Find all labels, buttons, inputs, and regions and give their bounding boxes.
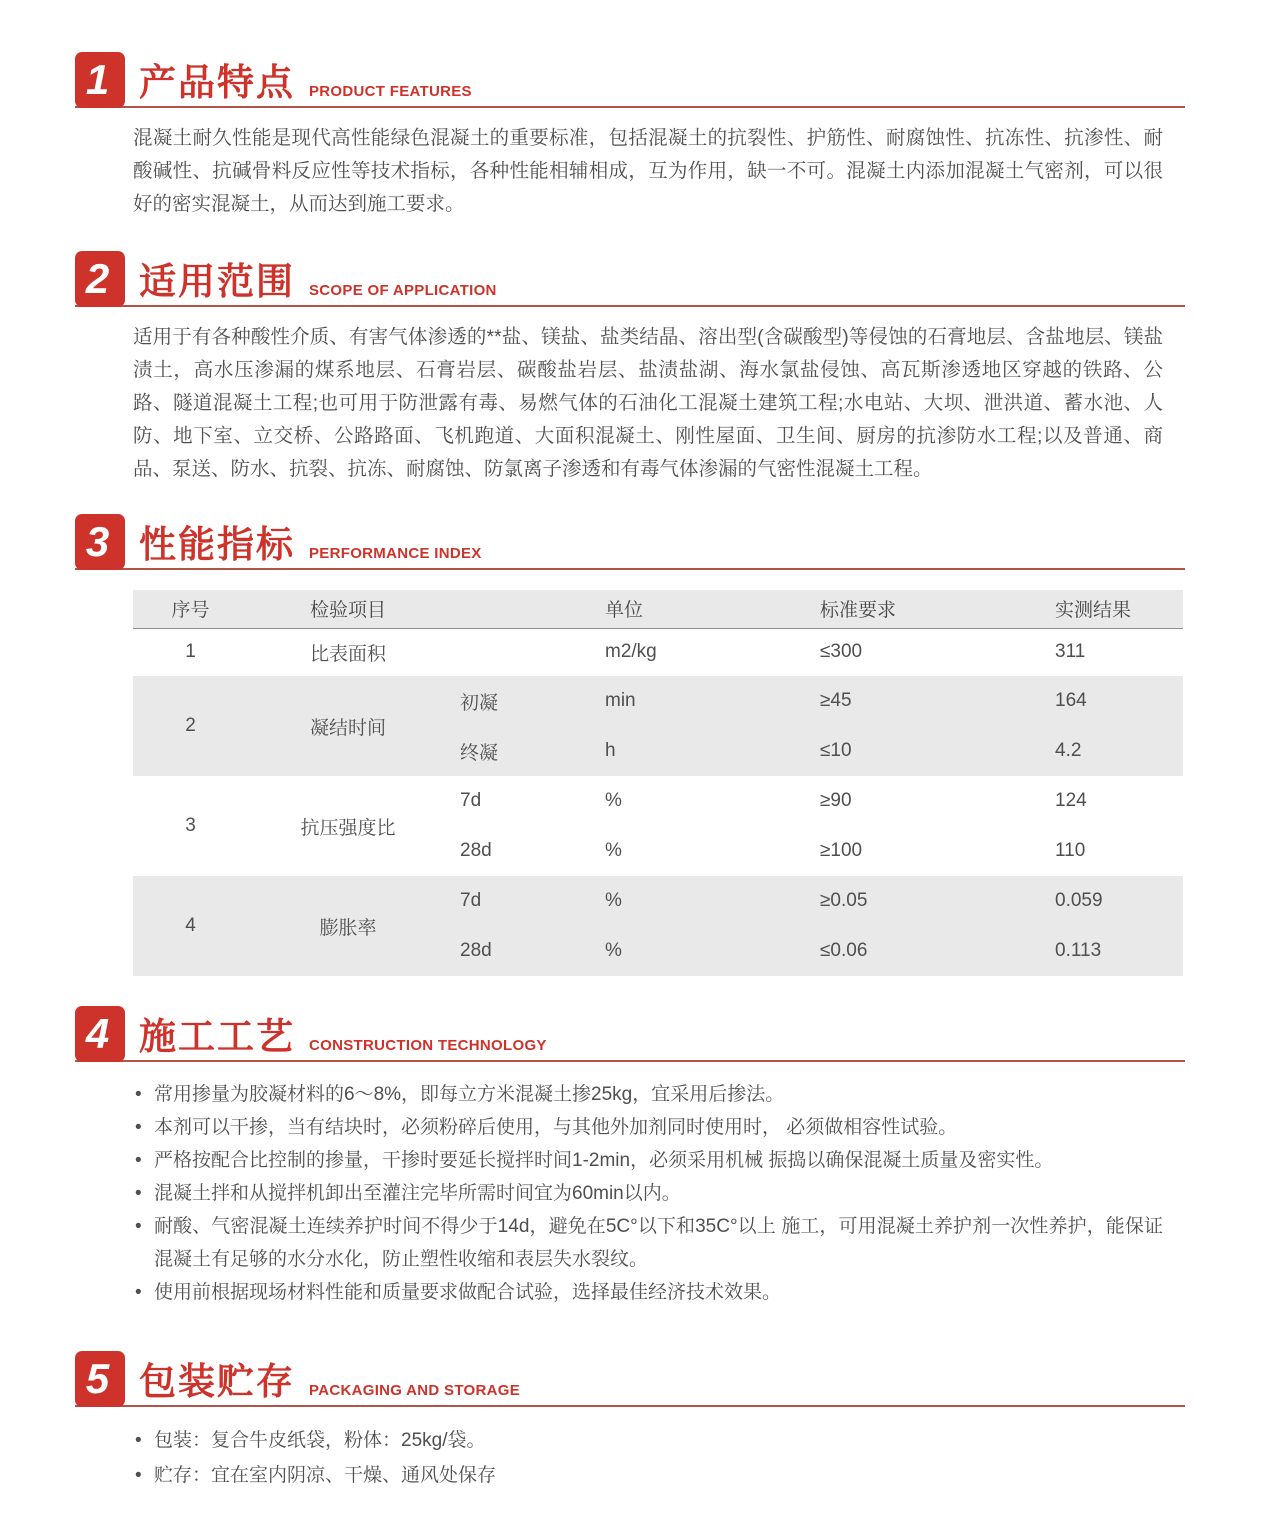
section-scope-of-application (75, 251, 1185, 486)
section-title: 施工工艺 (139, 1016, 295, 1057)
list-item: • 本剂可以干掺，当有结块时，必须粉碎后使用，与其他外加剂同时使用时， 必须做相容性试验。 (133, 1111, 1163, 1144)
section-subtitle: PERFORMANCE INDEX (309, 545, 482, 562)
header-spacer (448, 590, 593, 628)
section-title: 产品特点 (139, 62, 295, 103)
list-item: • 耐酸、气密混凝土连续养护时间不得少于14d，避免在5C°以下和35C°以上 施工，可用混凝土养护剂一次性养护，能保证混凝土有足够的水分水化，防止塑性收缩和表层失水裂纹。 (133, 1210, 1163, 1276)
header-item: 检验项目 (248, 590, 448, 628)
cell-unit: % (605, 840, 622, 861)
section-subtitle: PACKAGING AND STORAGE (309, 1382, 521, 1399)
section-number-badge (75, 514, 125, 570)
section-subtitle: SCOPE OF APPLICATION (309, 282, 497, 299)
section-header-scope (75, 251, 1185, 307)
cell-item: 膨胀率 (248, 876, 448, 976)
cell-no: 2 (133, 676, 248, 776)
cell-sub: 7d (460, 790, 482, 811)
construction-bullet-list (133, 1078, 1163, 1309)
cell-unit: m2/kg (605, 641, 657, 663)
cell-item: 凝结时间 (248, 676, 448, 776)
cell-result: 4.2 (1043, 726, 1183, 776)
section-number: 5 (85, 1355, 110, 1402)
cell-std: ≥100 (820, 840, 863, 861)
cell-result: 0.113 (1043, 926, 1183, 976)
cell-no: 3 (185, 815, 196, 836)
section-number: 3 (85, 518, 110, 565)
cell-sub: 28d (460, 840, 492, 861)
section-header-construction (75, 1006, 1185, 1062)
section-number-badge (75, 52, 125, 108)
table-row (133, 628, 1183, 676)
table-row (133, 776, 1183, 826)
cell-std: ≥45 (808, 676, 1043, 726)
section-number-badge (75, 1351, 125, 1407)
section-title: 包装贮存 (139, 1361, 295, 1402)
cell-result: 0.059 (1043, 876, 1183, 926)
scope-paragraph: 适用于有各种酸性介质、有害气体渗透的**盐、镁盐、盐类结晶、溶出型(含碳酸型)等侵蚀的石膏地层、含盐地层、镁盐渍土，高水压渗漏的煤系地层、石膏岩层、碳酸盐岩层、盐渍盐湖、海水氯盐侵蚀、高瓦斯渗透地区穿越的铁路、公路、隧道混凝土工程;也可用于防泄露有毒、易燃气体的石油化工混凝土建筑工程;水电站、大坝、泄洪道、蓄水池、人防、地下室、立交桥、公路路面、飞机跑道、大面积混凝土、刚性屋面、卫生间、厨房的抗渗防水工程;以及普通、商品、泵送、防水、抗裂、抗冻、耐腐蚀、防氯离子渗透和有毒气体渗漏的气密性混凝土工程。 (133, 326, 1163, 480)
cell-no: 1 (185, 641, 196, 663)
list-item: • 包装：复合牛皮纸袋，粉体：25kg/袋。 (133, 1423, 1163, 1458)
table-row (133, 676, 1183, 726)
section-subtitle: PRODUCT FEATURES (309, 83, 472, 100)
cell-unit: h (593, 726, 808, 776)
cell-unit: % (593, 876, 808, 926)
section-header-packaging (75, 1351, 1185, 1407)
table-header-row (133, 590, 1183, 628)
section-header-performance (75, 514, 1185, 570)
features-paragraph: 混凝土耐久性能是现代高性能绿色混凝土的重要标准，包括混凝土的抗裂性、护筋性、耐腐蚀性、抗冻性、抗渗性、耐酸碱性、抗碱骨料反应性等技术指标，各种性能相辅相成，互为作用，缺一不可。混凝土内添加混凝土气密剂，可以很好的密实混凝土，从而达到施工要求。 (133, 127, 1163, 215)
cell-sub: 初凝 (448, 676, 593, 726)
list-item: • 混凝土拌和从搅拌机卸出至灌注完毕所需时间宜为60min以内。 (133, 1177, 1163, 1210)
cell-no: 4 (133, 876, 248, 976)
section-packaging-and-storage (75, 1351, 1185, 1493)
packaging-bullet-list (133, 1423, 1163, 1493)
section-subtitle: CONSTRUCTION TECHNOLOGY (309, 1037, 547, 1054)
section-title: 性能指标 (139, 524, 295, 565)
cell-sub: 终凝 (448, 726, 593, 776)
section-product-features (75, 52, 1185, 221)
section-performance-index (75, 514, 1185, 976)
section-header-features (75, 52, 1185, 108)
cell-sub: 7d (448, 876, 593, 926)
section-number-badge (75, 1006, 125, 1062)
section-number-badge (75, 251, 125, 307)
header-std: 标准要求 (808, 590, 1043, 628)
section-title: 适用范围 (139, 261, 295, 302)
cell-unit: % (605, 790, 622, 811)
header-unit: 单位 (593, 590, 808, 628)
list-item: • 严格按配合比控制的掺量，干掺时要延长搅拌时间1-2min，必须采用机械 振捣以确保混凝土质量及密实性。 (133, 1144, 1163, 1177)
cell-result: 311 (1055, 641, 1086, 663)
cell-unit: min (593, 676, 808, 726)
list-item: • 贮存：宜在室内阴凉、干燥、通风处保存 (133, 1458, 1163, 1493)
cell-result: 124 (1055, 790, 1087, 811)
header-result: 实测结果 (1043, 590, 1183, 628)
section-number: 4 (85, 1010, 110, 1057)
cell-std: ≤10 (808, 726, 1043, 776)
cell-item: 抗压强度比 (300, 817, 396, 839)
section-number: 2 (85, 255, 110, 302)
cell-std: ≤0.06 (808, 926, 1043, 976)
table-row (133, 876, 1183, 926)
cell-sub (448, 628, 593, 676)
cell-std: ≥90 (820, 790, 852, 811)
cell-result: 110 (1055, 840, 1086, 861)
cell-unit: % (593, 926, 808, 976)
header-no: 序号 (133, 590, 248, 628)
section-construction-technology (75, 1006, 1185, 1309)
cell-std: ≥0.05 (808, 876, 1043, 926)
cell-std: ≤300 (820, 641, 863, 663)
cell-item: 比表面积 (309, 643, 386, 665)
cell-result: 164 (1043, 676, 1183, 726)
section-number: 1 (85, 56, 110, 103)
cell-sub: 28d (448, 926, 593, 976)
list-item: • 使用前根据现场材料性能和质量要求做配合试验，选择最佳经济技术效果。 (133, 1276, 1163, 1309)
list-item: • 常用掺量为胶凝材料的6～8%，即每立方米混凝土掺25kg，宜采用后掺法。 (133, 1078, 1163, 1111)
performance-table (133, 590, 1183, 976)
